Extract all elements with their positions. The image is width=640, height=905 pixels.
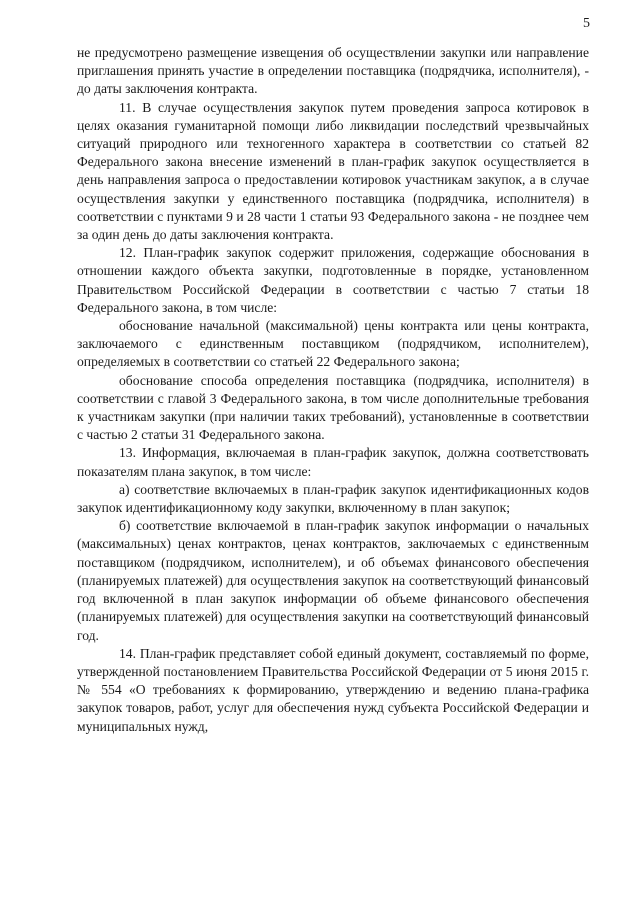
paragraph-11: 11. В случае осуществления закупок путем проведения запроса котировок в целях оказания гуманитарной помощи либо ликвидации последствий чрезвычайных ситуаций природного или техногенного характера в соответствии со статьей 82 Федерального закона внесение изменений в план-график закупок осуществляется в день направления запроса о предоставлении котировок участникам закупок, а в случае осуществления закупки у единственного поставщика (подрядчика, исполнителя) в соответствии с пунктами 9 и 28 части 1 статьи 93 Федерального закона - не позднее чем за один день до даты заключения контракта. (77, 99, 589, 243)
page-number: 5 (583, 16, 590, 31)
paragraph-13-item-a: а) соответствие включаемых в план-график закупок идентификационных кодов закупок идентификационному коду закупки, включенному в план закупок; (77, 481, 589, 516)
paragraph-14: 14. План-график представляет собой единый документ, составляемый по форме, утвержденной постановлением Правительства Российской Федерации от 5 июня 2015 г. № 554 «О требованиях к формированию, утверждению и ведению плана-графика закупок товаров, работ, услуг для обеспечения нужд субъекта Российской Федерации и муниципальных нужд, (77, 645, 589, 734)
paragraph-13: 13. Информация, включаемая в план-график закупок, должна соответствовать показателям плана закупок, в том числе: (77, 445, 589, 479)
paragraph-12-item-1: обоснование начальной (максимальной) цены контракта или цены контракта, заключаемого с единственным поставщиком (подрядчиком, исполнителем), определяемых в соответствии со статьей 22 Федерального закона; (77, 318, 589, 370)
document-body (77, 44, 589, 736)
paragraph-12-item-2: обоснование способа определения поставщика (подрядчика, исполнителя) в соответствии с главой 3 Федерального закона, в том числе дополнительные требования к участникам закупки (при наличии таких требований), установленные в соответствии с частью 2 статьи 31 Федерального закона. (77, 372, 589, 443)
paragraph-12: 12. План-график закупок содержит приложения, содержащие обоснования в отношении каждого объекта закупки, подготовленные в порядке, установленном Правительством Российской Федерации в соответствии с частью 7 статьи 18 Федерального закона, в том числе: (77, 245, 589, 315)
paragraph-13-item-b: б) соответствие включаемой в план-график закупок информации о начальных (максимальных) ценах контрактов, ценах контрактов, заключаемых с единственным поставщиком (подрядчиком, исполнителем), и об объемах финансового обеспечения (планируемых платежей) для осуществления закупок на соответствующий финансовый год включенной в план закупок информации об объеме финансового обеспечения (планируемых платежей) для осуществления закупки на соответствующий финансовый год. (77, 518, 589, 643)
paragraph-10-continuation: не предусмотрено размещение извещения об осуществлении закупки или направление приглашения принять участие в определении поставщика (подрядчика, исполнителя), - до даты заключения контракта. (77, 45, 589, 97)
